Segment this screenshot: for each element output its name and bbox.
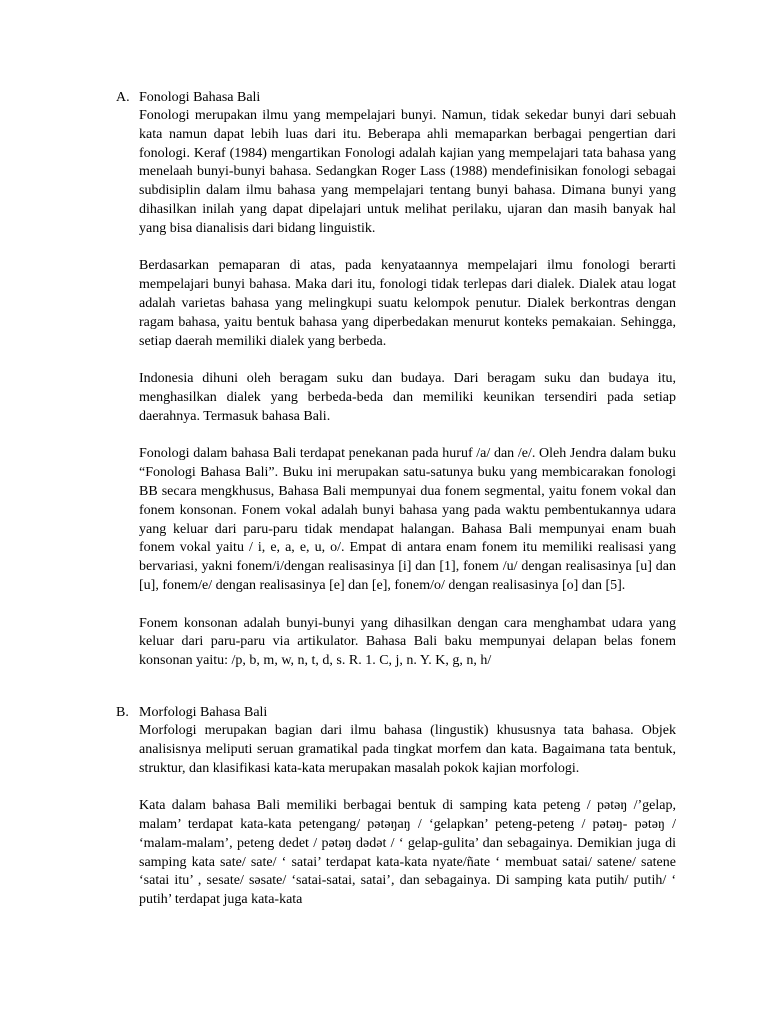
section-heading bbox=[116, 88, 676, 107]
paragraph: Fonologi dalam bahasa Bali terdapat penekanan pada huruf /a/ dan /e/. Oleh Jendra dalam buku “Fonologi Bahasa Bali”. Buku ini merupakan satu-satunya buku yang membicarakan fonologi BB secara mengkhusus, Bahasa Bali mempunyai dua fonem segmental, yaitu fonem vokal dan fonem konsonan. Fonem vokal adalah bunyi bahasa yang pada waktu pembentukannya udara yang keluar dari paru-paru tidak mendapat halangan. Bahasa Bali mempunyai enam buah fonem vokal yaitu / i, e, a, e, u, o/. Empat di antara enam fonem itu memiliki realisasi yang bervariasi, yakni fonem/i/dengan realisasinya [i] dan [1], fonem /u/ dengan realisasinya [u] dan [u], fonem/e/ dengan realisasinya [e] dan [e], fonem/o/ dengan realisasinya [o] dan [5]. bbox=[139, 446, 676, 593]
paragraph: Fonologi merupakan ilmu yang mempelajari bunyi. Namun, tidak sekedar bunyi dari sebuah kata namun dapat lebih luas dari itu. Beberapa ahli memaparkan berbagai pengertian dari fonologi. Keraf (1984) mengartikan Fonologi adalah kajian yang mempelajari tata bahasa yang menelaah bunyi-bunyi bahasa. Sedangkan Roger Lass (1988) mendefinisikan fonologi sebagai subdisiplin dalam ilmu bahasa yang mempelajari tentang bunyi bahasa. Dimana bunyi yang dihasilkan inilah yang dapat dipelajari untuk melihat perilaku, ujaran dan masih banyak hal yang bisa dianalisis dari bidang linguistik. bbox=[139, 108, 676, 236]
paragraph: Morfologi merupakan bagian dari ilmu bahasa (lingustik) khususnya tata bahasa. Objek analisisnya meliputi seruan gramatikal pada tingkat morfem dan kata. Bagaimana tata bentuk, struktur, dan klasifikasi kata-kata merupakan masalah pokok kajian morfologi. bbox=[139, 723, 676, 776]
section-fonologi bbox=[116, 88, 676, 671]
section-title: Fonologi Bahasa Bali bbox=[139, 90, 261, 105]
section-title: Morfologi Bahasa Bali bbox=[139, 705, 268, 720]
paragraph: Berdasarkan pemaparan di atas, pada kenyataannya mempelajari ilmu fonologi berarti mempelajari bunyi bahasa. Maka dari itu, fonologi tidak terlepas dari dialek. Dialek atau logat adalah varietas bahasa yang melingkupi suatu kelompok penutur. Dialek berkontras dengan ragam bahasa, yaitu bentuk bahasa yang diperbedakan menurut konteks pemakaian. Sehingga, setiap daerah memiliki dialek yang berbeda. bbox=[139, 258, 676, 349]
section-letter: A. bbox=[116, 90, 130, 105]
paragraph: Indonesia dihuni oleh beragam suku dan budaya. Dari beragam suku dan budaya itu, menghasilkan dialek yang berbeda-beda dan memiliki keunikan tersendiri pada setiap daerahnya. Termasuk bahasa Bali. bbox=[139, 371, 676, 424]
section-letter: B. bbox=[116, 705, 129, 720]
section-heading bbox=[116, 703, 676, 722]
paragraph: Fonem konsonan adalah bunyi-bunyi yang dihasilkan dengan cara menghambat udara yang keluar dari paru-paru via artikulator. Bahasa Bali baku mempunyai delapan belas fonem konsonan yaitu: /p, b, m, w, n, t, d, s. R. 1. C, j, n. Y. K, g, n, h/ bbox=[139, 615, 676, 669]
section-morfologi bbox=[116, 703, 676, 910]
paragraph: Kata dalam bahasa Bali memiliki berbagai bentuk di samping kata peteng / pətəŋ /’gelap, malam’ terdapat kata-kata petengang/ pətəŋaŋ / ‘gelapkan’ peteng-peteng / pətəŋ- pətəŋ / ‘malam-malam’, peteng dedet / pətəŋ dədət / ‘ gelap-gulita’ dan sebagainya. Demikian juga di samping kata sate/ sate/ ‘ satai’ terdapat kata-kata nyate/ñate ‘ membuat satai/ satene/ satene ‘satai itu’ , sesate/ səsate/ ‘satai-satai, satai’, dan sebagainya. Di samping kata putih/ putih/ ‘ putih’ terdapat juga kata-kata bbox=[139, 798, 676, 908]
